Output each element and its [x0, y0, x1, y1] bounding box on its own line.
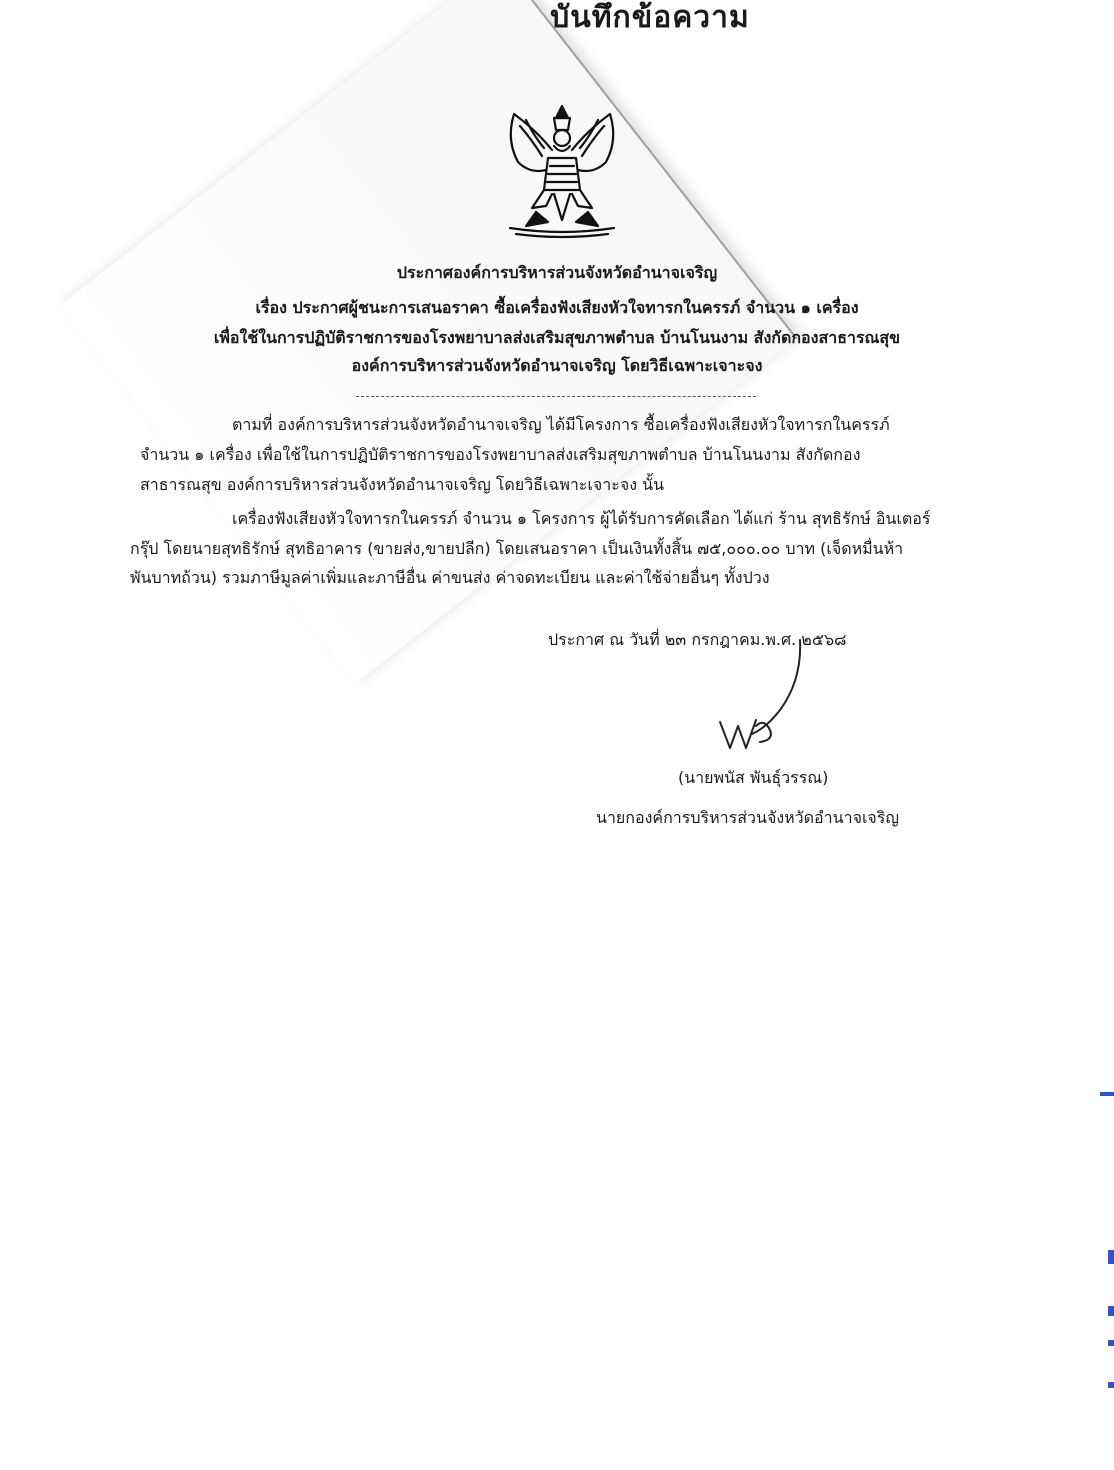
heading-divider	[356, 396, 756, 397]
memo-header-title: บันทึกข้อความ	[550, 0, 750, 35]
handwritten-signature-icon	[700, 630, 840, 760]
paragraph-2-line-1: เครื่องฟังเสียงหัวใจทารกในครรภ์ จำนวน ๑ โครงการ ผู้ได้รับการคัดเลือก ได้แก่ ร้าน สุทธิรักษ์ อินเตอร์	[232, 509, 931, 528]
announce-date: ประกาศ ณ วันที่ ๒๓ กรกฎาคม.พ.ศ. ๒๕๖๘	[548, 630, 847, 649]
margin-ink-mark	[1108, 1382, 1114, 1388]
heading-line-4: องค์การบริหารส่วนจังหวัดอำนาจเจริญ โดยวิธีเฉพาะเจาะจง	[351, 356, 763, 375]
paragraph-1-line-3: สาธารณสุข องค์การบริหารส่วนจังหวัดอำนาจเจริญ โดยวิธีเฉพาะเจาะจง นั้น	[140, 475, 665, 494]
heading-line-2: เรื่อง ประกาศผู้ชนะการเสนอราคา ซื้อเครื่องฟังเสียงหัวใจทารกในครรภ์ จำนวน ๑ เครื่อง	[255, 298, 859, 317]
signer-name: (นายพนัส พันธุ์วรรณ)	[678, 768, 829, 787]
margin-ink-mark	[1108, 1306, 1114, 1316]
margin-ink-mark	[1100, 1092, 1114, 1096]
heading-line-1: ประกาศองค์การบริหารส่วนจังหวัดอำนาจเจริญ	[396, 263, 718, 282]
signer-position: นายกองค์การบริหารส่วนจังหวัดอำนาจเจริญ	[596, 808, 900, 827]
paragraph-1-line-2: จำนวน ๑ เครื่อง เพื่อใช้ในการปฏิบัติราชการของโรงพยาบาลส่งเสริมสุขภาพตำบล บ้านโนนงาม สังกัดกอง	[140, 445, 861, 464]
margin-ink-mark	[1108, 1340, 1114, 1346]
garuda-emblem-icon	[496, 100, 628, 240]
paragraph-2-line-2: กรุ๊ป โดยนายสุทธิรักษ์ สุทธิอาคาร (ขายส่ง,ขายปลีก) โดยเสนอราคา เป็นเงินทั้งสิ้น ๗๕,๐๐๐.๐๐ บาท (เจ็ดหมื่นห้า	[130, 539, 904, 558]
paragraph-1-line-1: ตามที่ องค์การบริหารส่วนจังหวัดอำนาจเจริญ ได้มีโครงการ ซื้อเครื่องฟังเสียงหัวใจทารกในครรภ์	[232, 415, 890, 434]
paragraph-2-line-3: พันบาทถ้วน) รวมภาษีมูลค่าเพิ่มและภาษีอื่น ค่าขนส่ง ค่าจดทะเบียน และค่าใช้จ่ายอื่นๆ ทั้งปวง	[130, 568, 770, 587]
heading-line-3: เพื่อใช้ในการปฏิบัติราชการของโรงพยาบาลส่งเสริมสุขภาพตำบล บ้านโนนงาม สังกัดกองสาธารณสุข	[213, 328, 901, 347]
margin-ink-mark	[1108, 1250, 1114, 1264]
